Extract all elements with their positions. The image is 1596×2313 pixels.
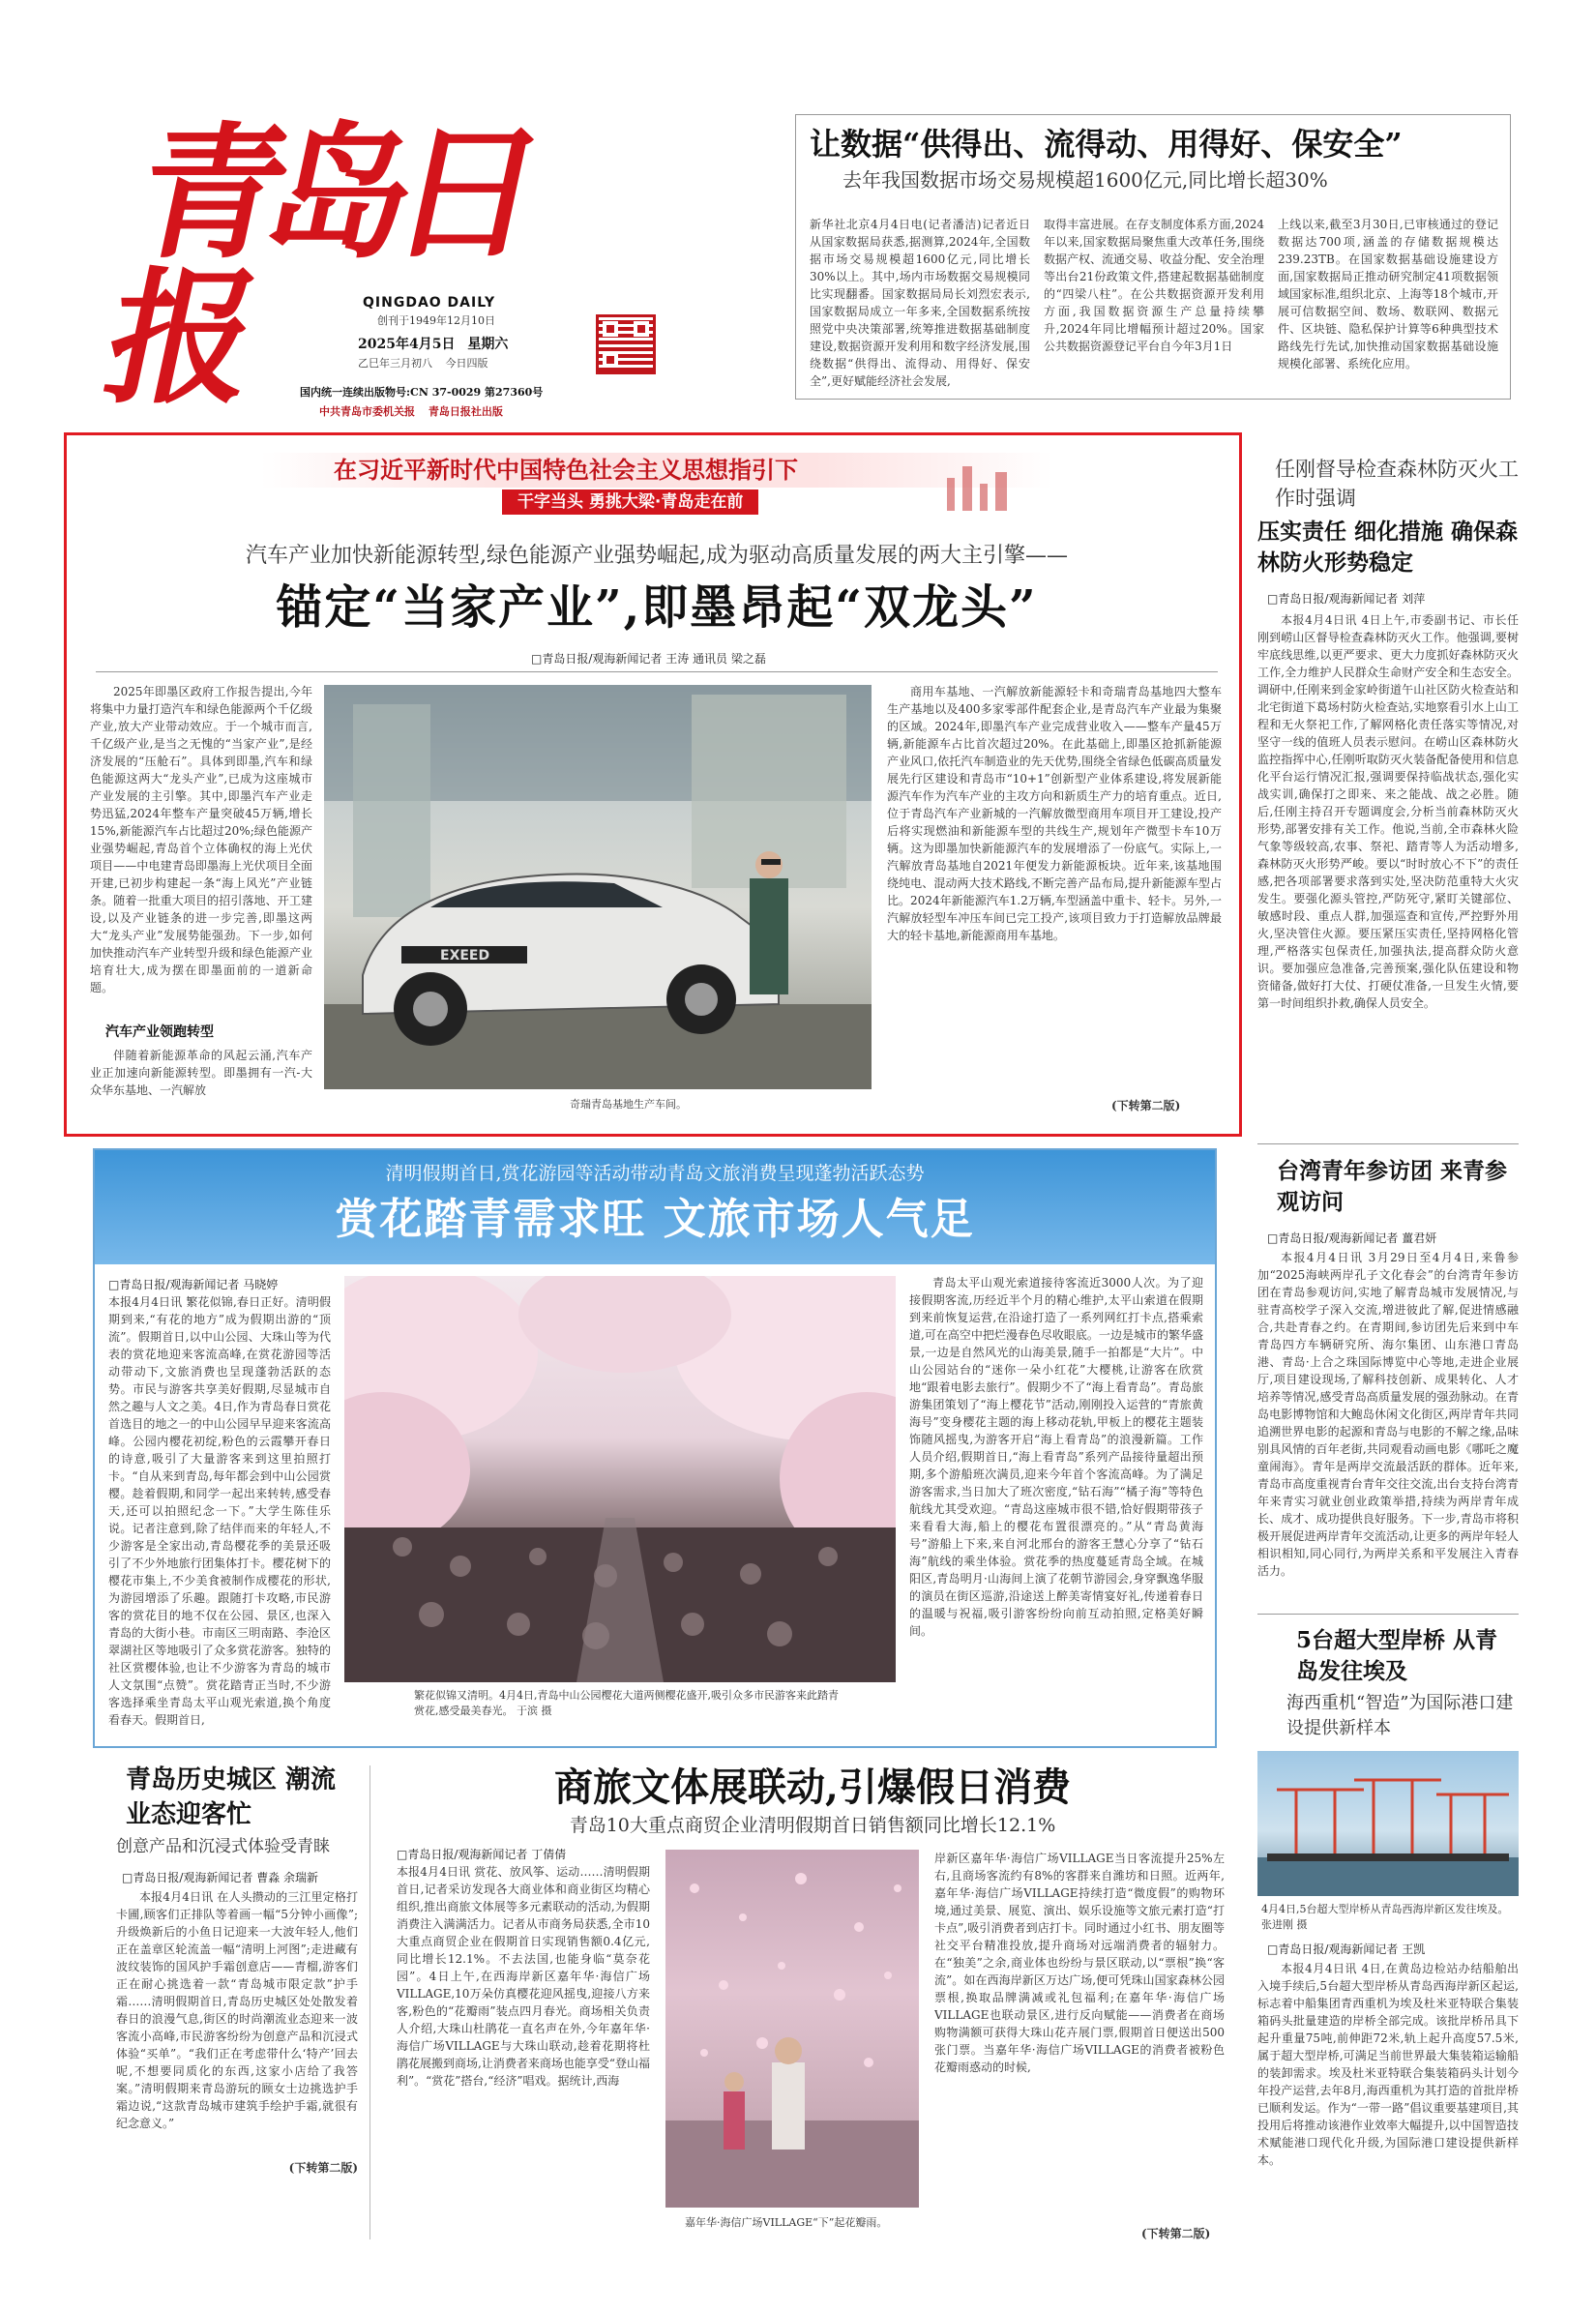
lead-jump: (下转第二版) [1111,1099,1181,1112]
divider [369,1765,370,2239]
consumption-col3: 岸新区嘉年华·海信广场VILLAGE当日客流提升25%左右,且商场客流约有8%的客群来自潍坊和日照。近两年,嘉年华·海信广场VILLAGE持续打造“微度假”的购物环境,通过美景、展览、演出、娱乐设施等文旅元素打造“打卡点”,吸引消费者到店打卡。同时通过小红书、朋友圈等社交平台精准投放,提升商场对远端消费者的辐射力。在“独美”之余,商业体也纷纷与景区联动,以“票根”换“客流”。如在西海岸新区万达广场,便可凭珠山国家森林公园票根,换取品牌满减或礼包福利;在嘉年华·海信广场VILLAGE也联动景区,进行反向赋能——消费者在商场购物满额可获得大珠山花卉展门票,假期首日便送出500张门票。当嘉年华·海信广场VILLAGE的消费者被粉色花瓣雨惑动的时候, [934,1852,1225,2074]
consumption-byline: □青岛日报/观海新闻记者 丁倩倩 [397,1848,567,1861]
forest-byline: □青岛日报/观海新闻记者 刘萍 [1267,592,1426,606]
lead-headline: 锚定“当家产业”,即墨昂起“双龙头” [276,580,1038,635]
lead-col3: 商用车基地、一汽解放新能源轻卡和奇瑞青岛基地四大整车生产基地以及400多家零部件配套企业,是青岛汽车产业最为集聚的区域。2024年,即墨汽车产业完成营业收入——整车产量45万辆,新能源车占比首次超过20%。在此基础上,即墨区抢抓新能源产业风口,依托汽车制造业的先天优势,围绕全省绿色低碳高质量发展先行区建设和青岛市“10+1”创新型产业体系建设,将发展新能源汽车作为汽车产业的主攻方向和新质生产力的培育重点。近日,位于青岛汽车产业新城的一汽解放微型商用车项目开工建设,投产后将实现燃油和新能源车型的共线生产,规划年产微型卡车10万辆。这为即墨加快新能源汽车的发展增添了一份底气。实际上,一汽解放青岛基地自2021年便发力新能源板块。近年来,该基地围绕纯电、混动两大技术路线,不断完善产品布局,提升新能源车型占比。2024年新能源汽车1.2万辆,车型涵盖中重卡、轻卡。另外,一汽解放轻型车冲压车间已完工投产,该项目致力于打造解放品牌最大的轻卡基地,新能源商用车基地。 [887,685,1222,942]
issue-date: 2025年4月5日 [358,337,456,352]
lead-col1: 2025年即墨区政府工作报告提出,今年将集中力量打造汽车和绿色能源两个千亿级产业,放大产业带动效应。于一个城市而言,千亿级产业,是当之无愧的“当家产业”,是经济发展的“压舱石”。具体到即墨,汽车和绿色能源这两大“龙头产业”,已成为这座城市产业发展的主引擎。其中,即墨汽车产业走势迅猛,2024年整车产量突破45万辆,增长15%,新能源汽车占比超过20%;绿色能源产业强势崛起,青岛首个立体确权的海上光伏项目——中电建青岛即墨海上光伏项目全面开建,已初步构建起一条“海上风光”产业链条。随着一批重大项目的招引落地、开工建设,以及产业链条的进一步完善,即墨这两大“龙头产业”发展势能强劲。下一步,如何加快推动汽车产业转型升级和绿色能源产业培育壮大,成为摆在即墨面前的一道新命题。 [90,685,312,994]
publisher: 青岛日报社出版 [428,405,503,418]
masthead-date-line [358,334,508,353]
spring-story [93,1148,1217,1748]
oldtown-byline: □青岛日报/观海新闻记者 曹淼 余瑞新 [122,1871,319,1884]
spring-col3: 青岛太平山观光索道接待客流近3000人次。为了迎接假期客流,历经近半个月的精心维护,太平山索道在假期到来前恢复运营,在沿途打造了一系列网红打卡点,搭乘索道,可在高空中把烂漫春色尽收眼底。一边是城市的繁华盛景,一边是自然风光的山海美景,随手一拍都是“大片”。中山公园站台的“迷你一朵小红花”大樱桃,让游客在欣赏地“跟着电影去旅行”。假期少不了“海上看青岛”。青岛旅游集团策划了“海上樱花节”活动,刚刚投入运营的“青旅黄海号”变身樱花主题的海上移动花轨,甲板上的樱花主题装饰随风摇曳,为游客开启“海上看青岛”的浪漫新篇。工作人员介绍,假期首日,“海上看青岛”系列产品接待量超出预期,多个游船班次满员,迎来今年首个客流高峰。为了满足游客需求,当日加大了班次密度,“钻石海”“橘子海”等特色航线尤其受欢迎。“青岛这座城市很不错,恰好假期带孩子来看看大海,船上的樱花布置很漂亮的。”从“青岛黄海号”游船上下来,来自河北邢台的游客王慧心分享了“钻石海”航线的乘坐体验。赏花季的热度蔓延青岛全域。在城阳区,青岛明月·山海间上演了花朝节游园会,身穿飘逸华服的演员在街区巡游,沿途送上醉美寄情宴好礼,传递着春日的温暖与祝福,吸引游客纷纷向前互动拍照,定格美好瞬间。 [909,1276,1203,1638]
oldtown-headline: 青岛历史城区 潮流业态迎客忙 [126,1765,337,1829]
banner-building-icon [937,459,1024,511]
masthead [92,92,619,440]
masthead-publisher-line [319,403,503,419]
crane-headline: 5台超大型岸桥 从青岛发往埃及 [1296,1627,1498,1684]
consumption-headline: 商旅文体展联动,引爆假日消费 [554,1764,1071,1810]
qr-code [596,314,656,374]
spring-kicker: 清明假期首日,赏花游园等活动带动青岛文旅消费呈现蓬勃活跃态势 [385,1163,925,1184]
banner-title: 在习近平新时代中国特色社会主义思想指引下 [334,456,798,484]
spring-headline: 赏花踏青需求旺 文旅市场人气足 [335,1195,975,1244]
petal-rain-photo [665,1850,919,2208]
lead-story [64,432,1242,1137]
crane-body: 本报4月4日讯 4日,在黄岛边检站办结船舶出入境手续后,5台超大型岸桥从青岛西海岸新区起运,标志着中船集团青西重机为埃及杜米亚特联合集装箱码头批量建造的岸桥全部完成。该批岸桥吊具下起升重量75吨,前伸距72米,轨上起升高度57.5米,属于超大型岸桥,可满足当前世界最大集装箱运输船的装卸需求。埃及杜米亚特联合集装箱码头计划今年投产运营,去年8月,海西重机为其打造的首批岸桥已顺利发运。作为“一带一路”倡议重要基建项目,其投用后将推动该港作业效率大幅提升,以中国智造技术赋能港口现代化升级,为国际港口建设提供新样本。 [1257,1962,1519,2167]
lead-subhead: 汽车产业领跑转型 [105,1024,214,1040]
data-story-col3: 上线以来,截至3月30日,已审核通过的登记数据达700项,涵盖的存储数据规模达239.23TB。在国家数据基础设施建设方面,国家数据局正推动研究制定41项数据领域国家标准,组织北京、上海等18个城市,开展可信数据空间、数场、数联网、数据元件、区块链、隐私保护计算等6种典型技术路线先行先试,加快推动国家数据基础设施规模化部署、系统化应用。 [1278,218,1498,371]
taiwan-byline: □青岛日报/观海新闻记者 薑君妍 [1267,1231,1437,1245]
data-story-col1: 新华社北京4月4日电(记者潘洁)记者近日从国家数据局获悉,据测算,2024年,全国数据市场交易规模超1600亿元,同比增长30%以上。其中,场内市场数据交易规模同比实现翻番。国家数据局局长刘烈宏表示,国家数据局成立一年多来,全国数据系统按照党中央决策部署,统筹推进数据基础制度建设,数据资源开发利用和数字经济发展,围绕数据“供得出、流得动、用得好、保安全”,更好赋能经济社会发展, [810,218,1030,388]
car-badge: EXEED [440,948,490,964]
issue-weekday: 星期六 [467,337,509,352]
oldtown-body: 本报4月4日讯 在人头攒动的三江里定格打卡圃,顾客们正排队等着画一幅“5分钟小画像”;升级焕新后的小鱼日记迎来一大波年轻人,他们正在盖章区轮流盖一幅“清明上河图”;走进藏有波纹装饰的国风护手霜创意店——青榴,游客们正在耐心挑选着一款“青岛城市限定款”护手霜……清明假期首日,青岛历史城区处处散发着春日的浪漫气息,街区的时尚潮流业态迎来一波客流小高峰,市民游客纷纷为创意产品和沉浸式体验“买单”。“我们正在考虑带什么‘特产’回去呢,不想要同质化的东西,这家小店给了我答案。”清明假期来青岛游玩的顾女士边挑选护手霜边说,“这款青岛城市建筑手绘护手霜,就很有纪念意义。” [116,1890,358,2130]
lunar-date: 乙巳年三月初八 [358,357,432,370]
lead-photo-caption: 奇瑞青岛基地生产车间。 [570,1098,687,1111]
sponsor: 中共青岛市委机关报 [319,405,415,418]
taiwan-story [1257,1156,1519,1611]
forest-headline1: 任刚督导检查森林防灭火工作时强调 [1275,458,1519,510]
oldtown-subhead: 创意产品和沉浸式体验受青睐 [116,1837,330,1856]
forest-body: 本报4月4日讯 4日上午,市委副书记、市长任刚到崂山区督导检查森林防灭火工作。他强调,要树牢底线思维,以更严要求、更大力度抓好森林防灭火工作,全力维护人民群众生命财产安全和生态安全。调研中,任刚来到金家岭街道午山社区防火检查站和北宅街道下葛场村防火检查站,实地察看引水上山工程和无火祭祀工作,了解网格化责任落实等情况,对坚守一线的值班人员表示慰问。在崂山区森林防火监控指挥中心,任刚听取防灭火装备配备使用和信息化平台运行情况汇报,强调要保持临战状态,强化实战实训,确保打之即来、来之能战、战之必胜。随后,任刚主持召开专题调度会,分析当前森林防灭火形势,部署安排有关工作。他说,当前,全市森林火险气象等级较高,农事、祭祀、踏青等人为活动增多,森林防灭火形势严峻。要以“时时放心不下”的责任感,把各项部署要求落到实处,坚决防范重特大火灾发生。要强化源头管控,严防死守,紧盯关键部位、敏感时段、重点人群,加强巡查和宣传,严控野外用火,坚决管住火源。要压紧压实责任,坚持网格化管理,严格落实包保责任,加强执法,提高群众防火意识。要加强应急准备,完善预案,强化队伍建设和物资储备,做好打大仗、打硬仗准备,一旦发生火情,要第一时间组织扑救,确保人员安全。 [1257,613,1519,1010]
theme-banner [260,453,1053,515]
forest-story [1257,455,1519,1132]
consumption-jump: (下转第二版) [1141,2227,1211,2240]
car-factory-illustration [324,685,872,1089]
consumption-col1: 本报4月4日讯 赏花、放风筝、运动……清明假期首日,记者采访发现各大商业体和商业街区均精心组织,推出商旅文体展等多元素联动的活动,为假期消费注入满满活力。记者从市商务局获悉,全市10大重点商贸企业在假期首日实现销售额0.4亿元,同比增长12.1%。不去法国,也能身临“莫奈花园”。4日上午,在西海岸新区嘉年华·海信广场VILLAGE,10万朵仿真樱花迎风摇曳,迎接八方来客,粉色的“花瓣雨”装点四月春光。商场相关负责人介绍,大珠山杜鹃花一直名声在外,今年嘉年华·海信广场VILLAGE与大珠山联动,趁着花期将杜鹃花展搬到商场,让消费者来商场也能享受“登山福利”。“赏花”搭台,“经济”唱戏。据统计,西海 [397,1865,650,2088]
data-story [795,114,1511,400]
divider [96,671,1218,672]
oldtown-story [116,1763,358,2246]
spring-photo-caption: 繁花似锦又清明。4月4日,青岛中山公园樱花大道两侧樱花盛开,吸引众多市民游客来此踏青赏花,感受最美春光。 于滨 摄 [414,1689,839,1717]
crane-illustration [1257,1751,1519,1896]
car-factory-photo [324,685,872,1089]
crane-photo-caption: 4月4日,5台超大型岸桥从青岛西海岸新区发往埃及。 张进刚 摄 [1261,1903,1509,1931]
data-story-col2: 取得丰富进展。在存支制度体系方面,2024年以来,国家数据局聚焦重大改革任务,围绕数据产权、流通交易、收益分配、安全治理等出台21份政策文件,搭建起数据基础制度的“四梁八柱”。在公共数据资源开发利用方面,我国数据资源生产总量持续攀升,2024年同比增幅预计超过20%。国家公共数据资源登记平台自今年3月1日 [1044,218,1264,353]
divider [1257,1614,1519,1615]
forest-headline2: 压实责任 细化措施 确保森林防火形势稳定 [1257,519,1519,576]
masthead-title: 青岛日报 [92,108,543,424]
masthead-english: QINGDAO DAILY [363,295,496,311]
oldtown-jump: (下转第二版) [288,2161,358,2175]
masthead-serial: 国内统一连续出版物号:CN 37-0029 第27360号 [300,386,544,399]
data-story-headline: 让数据“供得出、流得动、用得好、保安全” [810,126,1403,163]
masthead-lunar-line [358,355,488,371]
consumption-story [387,1763,1238,2246]
taiwan-headline: 台湾青年参访团 来青参观访问 [1277,1158,1508,1215]
taiwan-body: 本报4月4日讯 3月29日至4月4日,来鲁参加“2025海峡两岸孔子文化春会”的台湾青年参访团在青岛参观访问,实地了解青岛城市发展情况,与驻青高校学子深入交流,增进彼此了解,促进情感融合,共赴青春之约。在青期间,参访团先后来到中车青岛四方车辆研究所、海尔集团、山东港口青岛港、青岛·上合之珠国际博览中心等地,走进企业展厅,项目建设现场,了解科技创新、成果转化、人才培养等情况,感受青岛高质量发展的强劲脉动。在青岛电影博物馆和大鲍岛休闲文化街区,两岸青年共同追溯世界电影的起源和青岛与电影的不解之缘,品味别具风情的百年老街,共同观看动画电影《哪吒之魔童闹海》。青年是两岸交流最活跃的群体。近年来,青岛市高度重视青台青年交往交流,出台支持台湾青年来青实习就业创业政策举措,持续为两岸青年成长、成才、成功提供良好服务。下一步,青岛市将积极开展促进两岸青年交流活动,让更多的两岸年轻人相识相知,同心同行,为两岸关系和平发展注入青春活力。 [1257,1251,1519,1578]
consumption-subhead: 青岛10大重点商贸企业清明假期首日销售额同比增长12.1% [569,1815,1056,1836]
masthead-founded: 创刊于1949年12月10日 [377,314,495,327]
lead-col1b: 伴随着新能源革命的风起云涌,汽车产业正加速向新能源转型。即墨拥有一汽-大众华东基地、一汽解放 [90,1049,312,1097]
cherry-blossom-illustration [344,1276,896,1682]
lead-kicker: 汽车产业加快新能源转型,绿色能源产业强势崛起,成为驱动高质量发展的两大主引擎—— [246,544,1068,568]
divider [1257,1143,1519,1144]
crane-subhead: 海西重机“智造”为国际港口建设提供新样本 [1286,1693,1514,1738]
crane-photo [1257,1751,1519,1896]
crane-byline: □青岛日报/观海新闻记者 王凯 [1267,1942,1426,1956]
lead-byline: □青岛日报/观海新闻记者 王涛 通讯员 梁之磊 [531,652,766,666]
spring-byline: □青岛日报/观海新闻记者 马晓婷 [108,1278,279,1291]
banner-slogan: 干字当头 勇挑大梁·青岛走在前 [502,489,758,515]
petal-rain-illustration [665,1850,919,2208]
data-story-subhead: 去年我国数据市场交易规模超1600亿元,同比增长超30% [842,168,1328,192]
crane-story [1257,1625,1519,2244]
page-count: 今日四版 [445,357,488,370]
consumption-photo-caption: 嘉年华·海信广场VILLAGE“下”起花瓣雨。 [685,2216,888,2229]
spring-col1: 本报4月4日讯 繁花似锦,春日正好。清明假期到来,“有花的地方”成为假期出游的“顶流”。假期首日,以中山公园、大珠山等为代表的赏花地迎来客流高峰,在赏花游园等活动带动下,文旅消费也呈现蓬勃活跃的态势。市民与游客共享美好假期,尽显城市自然之趣与人文之美。4日,作为青岛春日赏花首选目的地之一的中山公园早早迎来客流高峰。公园内樱花初绽,粉色的云霞攀开春日的诗意,吸引了大量游客来到这里拍照打卡。“自从来到青岛,每年都会到中山公园赏樱。趁着假期,和同学一起出来转转,感受春天,还可以拍照纪念一下。”大学生陈佳乐说。记者注意到,除了结伴而来的年轻人,不少游客是全家出动,青岛樱花季的美景还吸引了不少外地旅行团集体打卡。樱花树下的樱花市集上,不少美食被制作成樱花的形状,为游园增添了乐趣。跟随打卡攻略,市民游客的赏花目的地不仅在公园、景区,也深入青岛的大街小巷。市南区三明南路、李沧区翠湖社区等地吸引了众多赏花游客。独特的社区赏樱体验,也让不少游客为青岛的城市人文氛围“点赞”。赏花踏青正当时,不少游客选择乘坐青岛太平山观光索道,换个角度看春天。假期首日, [108,1295,331,1727]
cherry-blossom-photo [344,1276,896,1682]
